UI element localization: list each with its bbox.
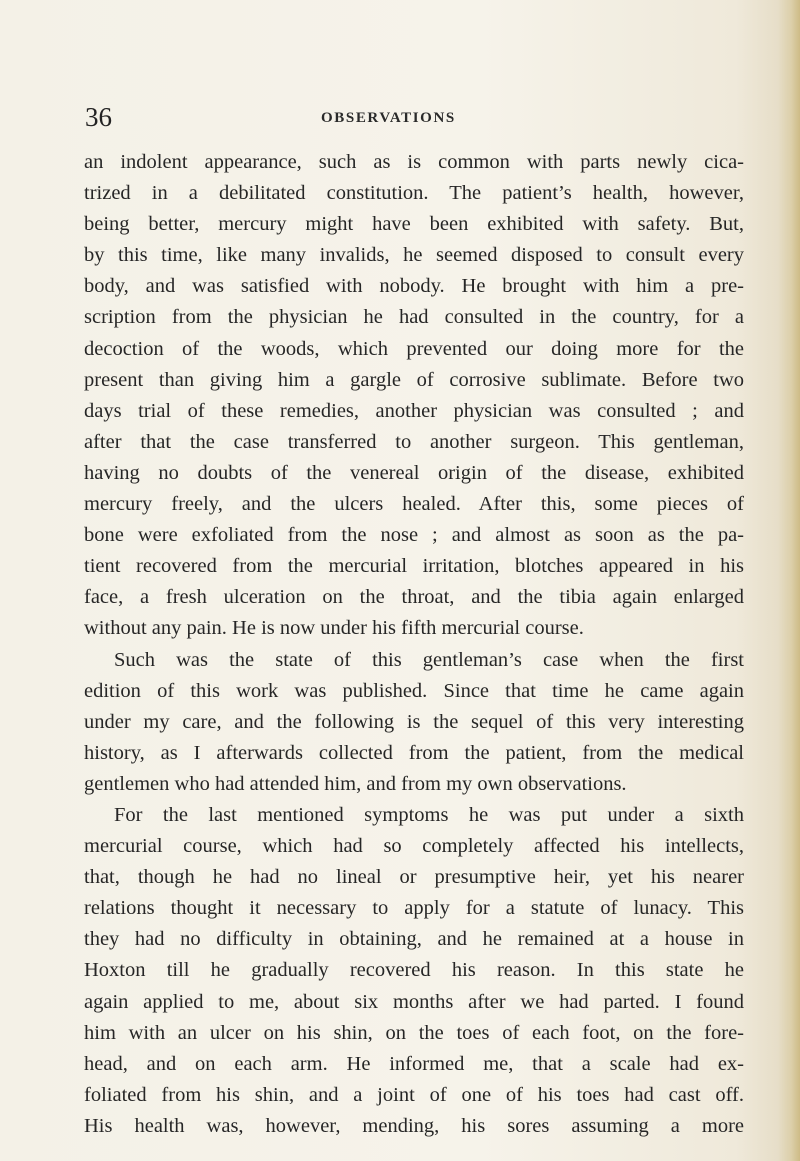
text-line: For the last mentioned symptoms he was put under a sixth — [114, 803, 744, 826]
text-line: they had no difficulty in obtaining, and he remained at a house in — [84, 928, 744, 951]
text-line: trized in a debilitated constitution. The patient’s health, however, — [84, 182, 744, 205]
text-line: being better, mercury might have been exhibited with safety. But, — [84, 213, 744, 236]
text-line: history, as I afterwards collected from the patient, from the medical — [84, 741, 744, 764]
text-line: His health was, however, mending, his sores assuming a more — [84, 1114, 744, 1137]
text-line: by this time, like many invalids, he seemed disposed to consult every — [84, 244, 744, 267]
text-line: scription from the physician he had consulted in the country, for a — [84, 306, 744, 329]
page-edge — [778, 0, 800, 1161]
text-line: head, and on each arm. He informed me, that a scale had ex- — [84, 1052, 744, 1075]
text-line: face, a fresh ulceration on the throat, and the tibia again enlarged — [84, 586, 744, 609]
text-line: mercury freely, and the ulcers healed. After this, some pieces of — [84, 493, 744, 516]
text-line: foliated from his shin, and a joint of one of his toes had cast off. — [84, 1083, 744, 1106]
text-line: body, and was satisfied with nobody. He brought with him a pre- — [84, 275, 744, 298]
page-number: 36 — [85, 102, 112, 132]
running-head: OBSERVATIONS — [321, 110, 456, 126]
text-line: edition of this work was published. Since that time he came again — [84, 679, 744, 702]
text-line: after that the case transferred to another surgeon. This gentleman, — [84, 430, 744, 453]
text-line: without any pain. He is now under his fifth mercurial course. — [84, 617, 584, 640]
text-line: having no doubts of the venereal origin of the disease, exhibited — [84, 461, 744, 484]
text-line: Hoxton till he gradually recovered his reason. In this state he — [84, 959, 744, 982]
text-line: tient recovered from the mercurial irritation, blotches appeared in his — [84, 555, 744, 578]
text-line: days trial of these remedies, another physician was consulted ; and — [84, 399, 744, 422]
page-header — [85, 100, 745, 134]
text-line: mercurial course, which had so completely affected his intellects, — [84, 835, 744, 858]
text-line: him with an ulcer on his shin, on the toes of each foot, on the fore- — [84, 1021, 744, 1044]
text-line: decoction of the woods, which prevented our doing more for the — [84, 337, 744, 360]
text-line: an indolent appearance, such as is common with parts newly cica- — [84, 151, 744, 173]
text-line: bone were exfoliated from the nose ; and almost as soon as the pa- — [84, 524, 744, 547]
text-line: that, though he had no lineal or presumptive heir, yet his nearer — [84, 866, 744, 889]
text-line: Such was the state of this gentleman’s case when the first — [114, 648, 744, 671]
text-line: present than giving him a gargle of corrosive sublimate. Before two — [84, 368, 744, 391]
text-line: again applied to me, about six months after we had parted. I found — [84, 990, 744, 1013]
body-text — [84, 147, 744, 1142]
text-line: under my care, and the following is the sequel of this very interesting — [84, 710, 744, 733]
text-line: gentlemen who had attended him, and from my own observations. — [84, 772, 627, 795]
text-line: relations thought it necessary to apply for a statute of lunacy. This — [84, 897, 744, 920]
